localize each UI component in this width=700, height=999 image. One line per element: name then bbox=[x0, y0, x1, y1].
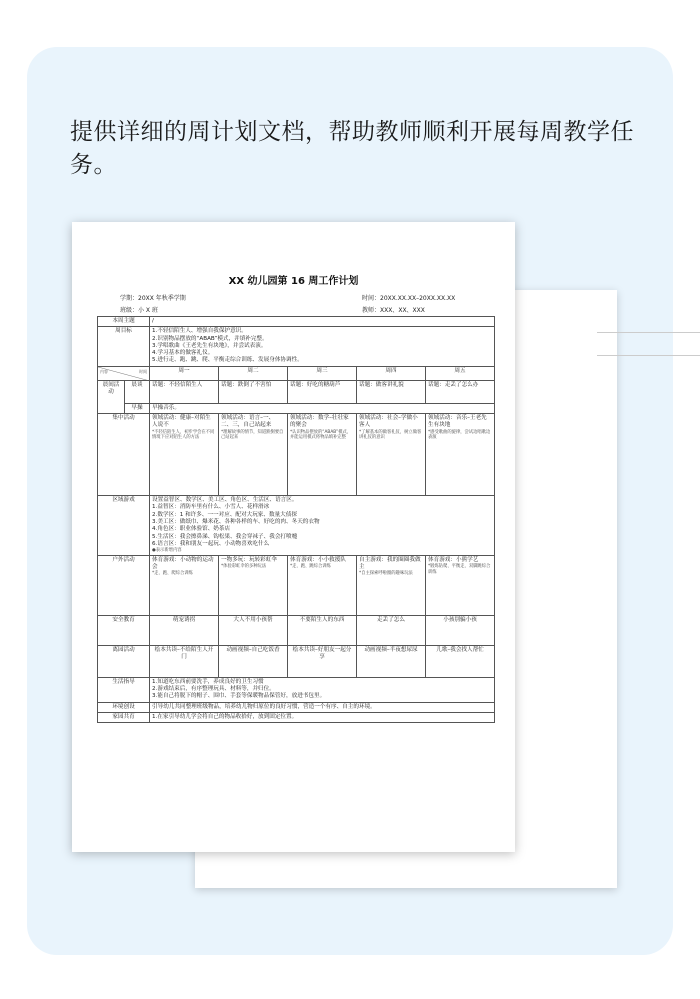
goals-row bbox=[98, 327, 495, 366]
life-item: 3.能自己将脱下的帽子、围巾、手套等保暖物品保管好，放进书包里。 bbox=[152, 693, 326, 700]
outdoor-cell bbox=[150, 555, 219, 615]
area-item: 设置益智区、数学区、美工区、角色区、生活区、语言区。 bbox=[152, 497, 298, 504]
focus-note: *感受歌曲的旋律，尝试边唱歌边表演 bbox=[428, 429, 491, 441]
leave-row bbox=[98, 645, 495, 677]
day-header: 周四 bbox=[357, 366, 426, 380]
env-value: 引导幼儿共同整理班级物品，培养幼儿物归原位的良好习惯，营造一个有序、自主的环境。 bbox=[150, 702, 495, 712]
env-label: 环境创设 bbox=[98, 702, 150, 712]
talk-cell: 话题：做客讲礼貌 bbox=[357, 380, 426, 403]
outdoor-cell bbox=[288, 555, 357, 615]
day-header: 周一 bbox=[150, 366, 219, 380]
time-text: 时间：20XX.XX.XX–20XX.XX.XX bbox=[362, 295, 456, 302]
focus-note: *理解故事的情节，知道跌倒要自己站起来 bbox=[221, 429, 284, 441]
focus-note: *不轻信陌生人，初步学会在不同情境下应对陌生人的方法 bbox=[152, 429, 215, 441]
area-item: 2.数学区：1 和许多、一一对应、配对大玩家、数量大侦探 bbox=[152, 511, 297, 518]
corner-cell bbox=[98, 366, 150, 380]
area-item: 6.语言区：我和朋友一起玩、小动物喜欢吃什么 bbox=[152, 540, 270, 547]
safety-cell: 走丢了怎么 bbox=[357, 615, 426, 645]
life-label: 生活指导 bbox=[98, 677, 150, 702]
home-row bbox=[98, 712, 495, 722]
leave-label: 离园活动 bbox=[98, 645, 150, 677]
goal-item: 2.识别物品摆放的“ABAB”模式，并填补完整。 bbox=[152, 335, 268, 342]
outdoor-text: 体育游戏：小动物的运动会 bbox=[152, 556, 214, 571]
corner-time-label: 时间 bbox=[139, 368, 148, 374]
weekly-plan-table bbox=[97, 316, 495, 723]
theme-row bbox=[98, 317, 495, 327]
outdoor-text: 体育游戏：小小救援队 bbox=[290, 556, 346, 563]
theme-value: / bbox=[150, 317, 495, 327]
life-list bbox=[150, 677, 495, 702]
teacher-text: 教师：XXX、XX、XXX bbox=[362, 307, 425, 314]
document-page bbox=[72, 222, 515, 852]
talk-cell: 话题：好吃的糖葫芦 bbox=[288, 380, 357, 403]
home-label: 家园共育 bbox=[98, 712, 150, 722]
corner-content-label: 内容 bbox=[100, 368, 108, 374]
focus-cell bbox=[288, 414, 357, 496]
safety-row bbox=[98, 615, 495, 645]
area-list bbox=[150, 496, 495, 556]
outdoor-cell bbox=[357, 555, 426, 615]
leave-cell: 儿歌–我会找人帮忙 bbox=[426, 645, 495, 677]
outdoor-label: 户外活动 bbox=[98, 555, 150, 615]
outdoor-note: *锻炼钻爬、平衡走、双脚跳综合训练 bbox=[428, 564, 491, 575]
area-item: 3.美工区：做纸巾、爆米花、各种各样的车、好吃的肉、冬天的衣物 bbox=[152, 518, 320, 525]
goal-item: 4.学习基本的做客礼仪。 bbox=[152, 350, 214, 357]
headline: 提供详细的周计划文档，帮助教师顺利开展每周教学任务。 bbox=[70, 119, 634, 178]
focus-text: 领域活动：数学–壮壮家的聚会 bbox=[290, 415, 349, 429]
focus-label: 集中活动 bbox=[98, 414, 150, 496]
outdoor-row bbox=[98, 555, 495, 615]
outdoor-note: *走、跑、爬综合训练 bbox=[152, 571, 193, 577]
goals-label: 周目标 bbox=[98, 327, 150, 366]
life-row bbox=[98, 677, 495, 702]
safety-cell: 大人不用小孩帮 bbox=[219, 615, 288, 645]
exercise-row bbox=[98, 403, 495, 413]
outdoor-note: *走、跑、跳综合训练 bbox=[290, 564, 331, 570]
goal-item: 1.不轻信陌生人、增强自我保护意识。 bbox=[152, 328, 247, 335]
goal-item: 5.进行走、跑、跳、爬、平衡走综合训练、发展身体协调性。 bbox=[152, 357, 303, 364]
exercise-value: 早操音乐。 bbox=[150, 403, 495, 413]
focus-text: 领域活动：音乐–王老先生有块地 bbox=[428, 415, 487, 429]
area-item: 4.角色区：职业体验馆、奶茶店 bbox=[152, 526, 231, 533]
focus-cell bbox=[219, 414, 288, 496]
focus-row bbox=[98, 414, 495, 496]
focus-text: 领域活动：语言–一、二、三，自己站起来 bbox=[221, 415, 275, 429]
focus-cell bbox=[426, 414, 495, 496]
talk-cell: 话题：不轻信陌生人 bbox=[150, 380, 219, 403]
outdoor-text: 自主游戏：我的圈圈我做主 bbox=[359, 556, 421, 571]
area-legend-note: ●表示新增内容 bbox=[152, 548, 182, 554]
home-value: 1.在家引导幼儿学会将自己的物品收拾好，放到固定位置。 bbox=[150, 712, 495, 722]
document-title: XX 幼儿园第 16 周工作计划 bbox=[228, 276, 359, 287]
goals-list bbox=[150, 327, 495, 366]
focus-text: 领域活动：社会–学做小客人 bbox=[359, 415, 418, 429]
safety-cell: 小孩别骗小孩 bbox=[426, 615, 495, 645]
class-text: 班级：小 X 班 bbox=[120, 307, 158, 314]
semester-text: 学期：20XX 年秋季学期 bbox=[120, 295, 186, 302]
theme-label: 本周主题 bbox=[98, 317, 150, 327]
outdoor-text: 一物多玩：玩转彩虹伞 bbox=[221, 556, 277, 563]
outdoor-note: *体验彩虹伞的多种玩法 bbox=[221, 564, 267, 570]
safety-label: 安全教育 bbox=[98, 615, 150, 645]
life-item: 1.知道吃东西前要洗手，养成良好的卫生习惯 bbox=[152, 678, 264, 685]
area-label: 区域游戏 bbox=[98, 496, 150, 556]
outdoor-note: *自主探索呼啦圈的趣味玩法 bbox=[359, 571, 413, 577]
focus-note: *认识物品摆放的“ABAB”模式，并能运用模式将物品填补完整 bbox=[290, 429, 352, 441]
day-header: 周三 bbox=[288, 366, 357, 380]
corner-diagonal bbox=[98, 367, 150, 381]
focus-text: 领域活动：健康–对陌生人说不 bbox=[152, 415, 211, 429]
exercise-label: 早操 bbox=[125, 403, 150, 413]
leave-cell: 动画视频–半夜想尿尿 bbox=[357, 645, 426, 677]
focus-note: *了解基本的做客礼仪，树立做客讲礼仪的意识 bbox=[359, 429, 422, 441]
morning-label: 晨间活动 bbox=[98, 380, 125, 413]
leave-cell: 绘本共读–好朋友一起分享 bbox=[288, 645, 357, 677]
day-header: 周二 bbox=[219, 366, 288, 380]
outdoor-cell bbox=[426, 555, 495, 615]
area-item: 5.生活区：我会擦鼻涕、钩松果、我会穿袜子、我会打喷嚏 bbox=[152, 533, 298, 540]
talk-label: 晨谈 bbox=[125, 380, 150, 403]
area-row bbox=[98, 496, 495, 556]
day-header: 周五 bbox=[426, 366, 495, 380]
day-header-row bbox=[98, 366, 495, 380]
leave-cell: 动画视频–自己吃饭香 bbox=[219, 645, 288, 677]
env-row bbox=[98, 702, 495, 712]
goal-item: 3.学唱歌曲《王老先生有块地》，并尝试表演。 bbox=[152, 342, 267, 349]
focus-cell bbox=[357, 414, 426, 496]
talk-cell: 话题：跌倒了不害怕 bbox=[219, 380, 288, 403]
safety-cell: 不要陌生人的东西 bbox=[288, 615, 357, 645]
leave-cell: 绘本共读–不给陌生人开门 bbox=[150, 645, 219, 677]
life-item: 2.游戏结束后，有序整理玩具、材料等，并归位。 bbox=[152, 686, 275, 693]
area-item: 1.益智区：消防车里有什么、小雪人、花样滑冰 bbox=[152, 504, 270, 511]
safety-cell: 萌宠诱拐 bbox=[150, 615, 219, 645]
talk-row bbox=[98, 380, 495, 403]
outdoor-cell bbox=[219, 555, 288, 615]
talk-cell: 话题：走丢了怎么办 bbox=[426, 380, 495, 403]
outdoor-text: 体育游戏：小熊学艺 bbox=[428, 556, 479, 563]
focus-cell bbox=[150, 414, 219, 496]
back-paper-line bbox=[597, 332, 700, 356]
